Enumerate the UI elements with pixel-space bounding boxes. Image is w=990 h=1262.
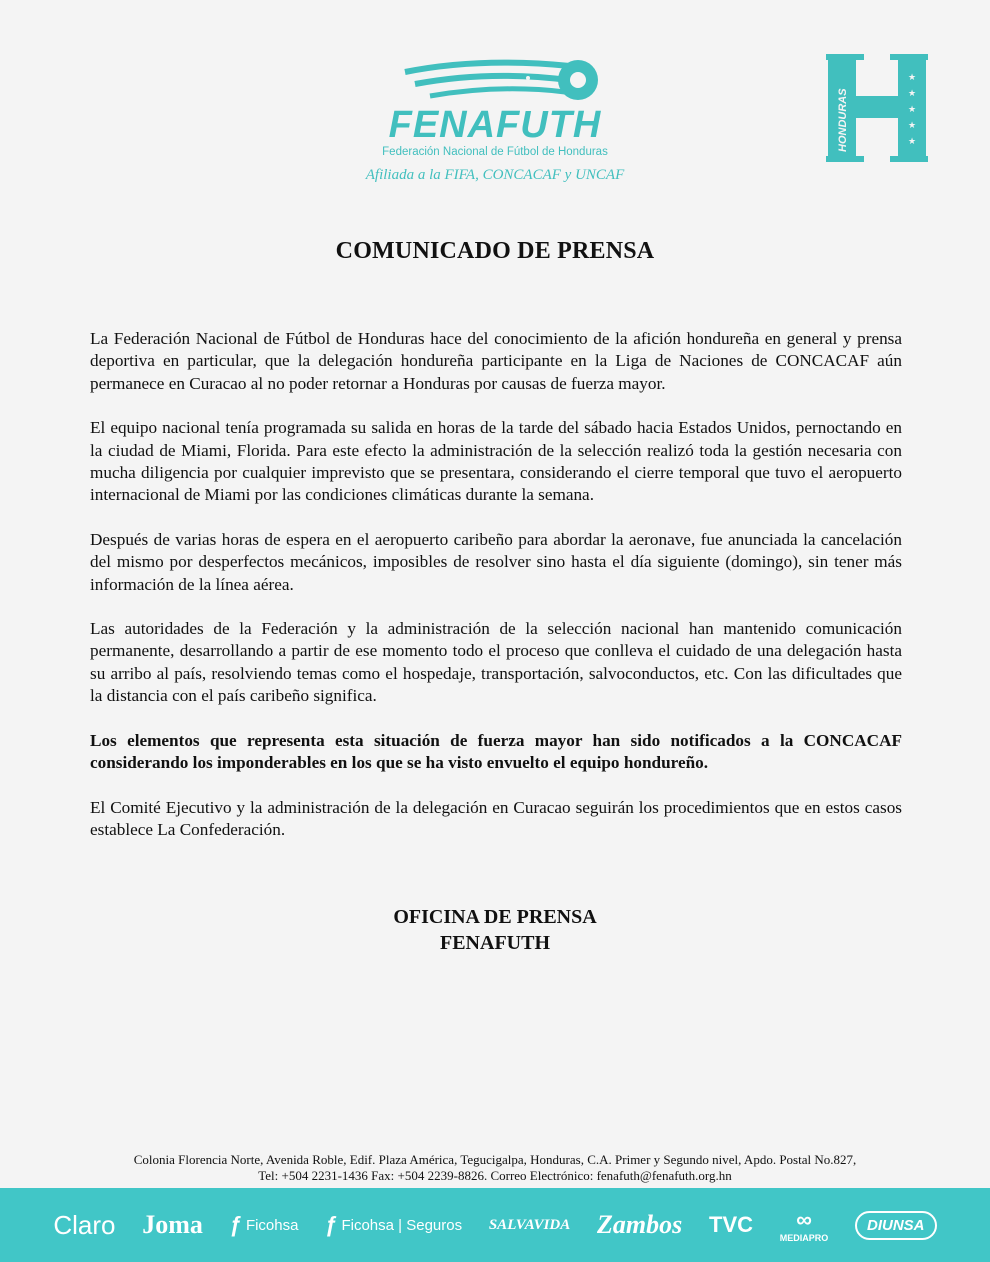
logo-name: FENAFUTH — [388, 104, 602, 146]
address-line-2: Tel: +504 2231-1436 Fax: +504 2239-8826. Correo Electrónico: fenafuth@fenafuth.org.hn — [258, 1167, 732, 1183]
signature-line-1: OFICINA DE PRENSA — [393, 906, 597, 928]
svg-text:★: ★ — [907, 136, 917, 146]
svg-text:★: ★ — [907, 120, 917, 130]
svg-text:★: ★ — [907, 104, 917, 114]
svg-text:★: ★ — [907, 72, 917, 82]
paragraph-1: La Federación Nacional de Fútbol de Honduras hace del conocimiento de la afición hondureña en general y prensa deportiva en particular, que la delegación hondureña participante en la Liga de Naciones de CONCACAF aún permanece en Curacao al no poder retornar a Honduras por causas de fuerza mayor. — [90, 329, 902, 393]
sponsor-joma-logo: Joma — [142, 1210, 203, 1239]
logo-subtitle: Federación Nacional de Fútbol de Honduras — [382, 146, 608, 158]
paragraph-4: Las autoridades de la Federación y la administración de la selección nacional han mantenido comunicación permanente, desarrollando a partir de ese momento todo el proceso que conlleva el cuidado de una delegación hasta su arribo al país, resolviendo temas como el hospedaje, transportación, salvoconductos, etc. Con las dificultades que la distancia con el país caribeño significa. — [90, 619, 902, 706]
paragraph-6: El Comité Ejecutivo y la administración de la delegación en Curacao seguirán los procedimientos que en estos casos establece La Confederación. — [90, 797, 902, 839]
honduras-h-logo — [826, 54, 928, 164]
sponsor-diunsa-logo: DIUNSA — [855, 1211, 937, 1240]
swoosh-ball-icon — [400, 52, 600, 112]
signature-line-2: FENAFUTH — [440, 932, 550, 954]
signature-block — [0, 904, 990, 956]
sponsor-zambos-logo: Zambos — [597, 1210, 683, 1239]
ficohsa-seguros-mark-icon: ƒ — [325, 1212, 338, 1237]
sponsor-ficohsa-logo — [230, 1212, 299, 1238]
fenafuth-logo — [340, 52, 650, 192]
paragraph-5-bold: Los elementos que representa esta situación de fuerza mayor han sido notificados a la CONCACAF considerando los imponderables en los que se ha visto envuelto el equipo hondureño. — [90, 730, 902, 773]
sponsor-salvavida-logo: SALVAVIDA — [488, 1216, 571, 1233]
sponsor-bar — [0, 1188, 990, 1262]
address-line-1: Colonia Florencia Norte, Avenida Roble, Edif. Plaza América, Tegucigalpa, Honduras, C.A. Primer y Segundo nivel, Apdo. Postal No.827, — [133, 1152, 857, 1167]
paragraph-3: Después de varias horas de espera en el aeropuerto caribeño para abordar la aeronave, fue anunciada la cancelación del mismo por desperfectos mecánicos, imposibles de resolver sino hasta el día siguiente (domingo), sin tener más información de la línea aérea. — [90, 529, 902, 594]
sponsor-tvc-logo: TVC — [709, 1212, 753, 1237]
mediapro-mark-icon: ∞ — [796, 1207, 812, 1232]
document-body — [90, 328, 902, 863]
sponsor-ficohsa-label: Ficohsa — [245, 1216, 299, 1234]
sponsor-ficohsa-seguros-logo — [325, 1212, 462, 1238]
sponsor-claro-logo: Claro — [53, 1209, 116, 1240]
h-logo-text: HONDURAS — [837, 88, 849, 152]
sponsor-ficohsa-seguros-label: Ficohsa | Seguros — [341, 1216, 463, 1234]
affiliation-text: Afiliada a la FIFA, CONCACAF y UNCAF — [365, 167, 625, 183]
document-title: COMUNICADO DE PRENSA — [335, 238, 655, 264]
sponsor-mediapro-logo — [780, 1207, 829, 1243]
footer-address — [60, 1152, 930, 1183]
svg-text:★: ★ — [907, 88, 917, 98]
sponsor-mediapro-label: MEDIAPRO — [779, 1233, 829, 1243]
paragraph-2: El equipo nacional tenía programada su salida en horas de la tarde del sábado hacia Estados Unidos, pernoctando en la ciudad de Miami, Florida. Para este efecto la administración de la selección realizó toda la gestión necesaria con mucha diligencia por cualquier imprevisto que se presentara, considerando el cierre temporal que tuvo el aeropuerto internacional de Miami por las condiciones climáticas durante la semana. — [90, 418, 902, 505]
ficohsa-mark-icon: ƒ — [229, 1212, 242, 1237]
